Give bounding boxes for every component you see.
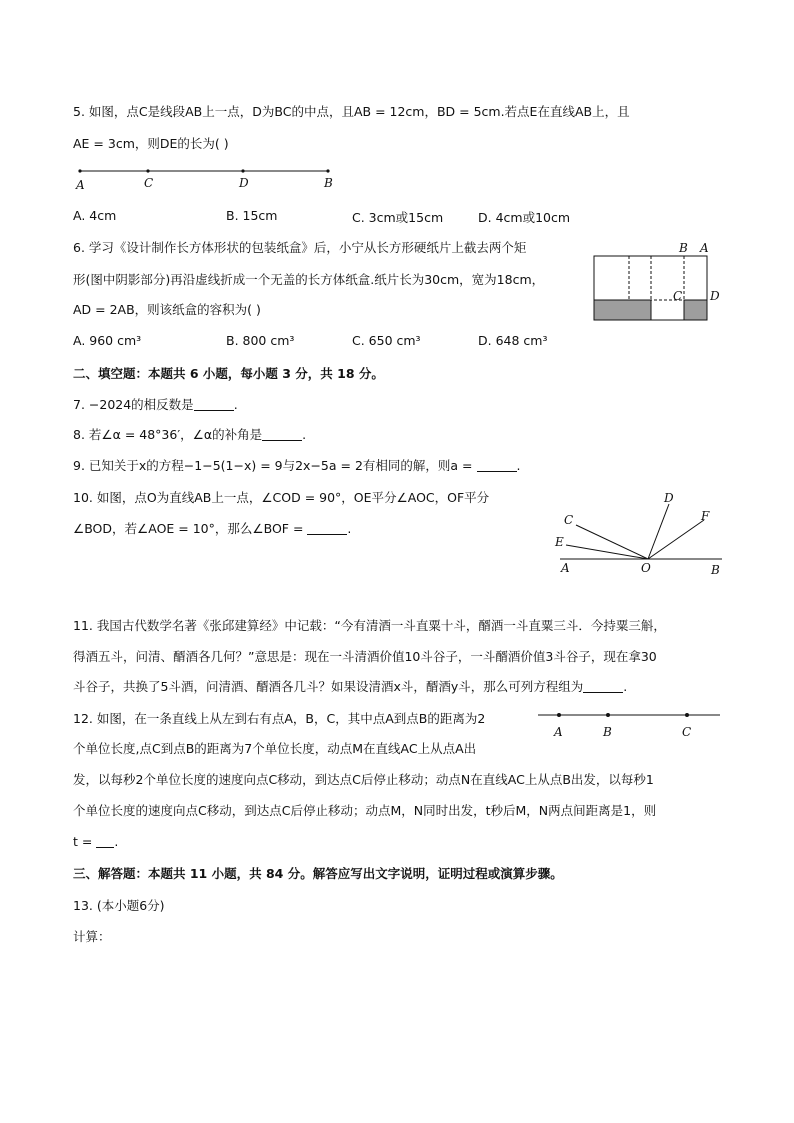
q5-option-b: B. 15cm (226, 208, 278, 223)
q5-segment-figure (70, 160, 350, 194)
q7-end: . (233, 397, 238, 412)
q12-line3: 发，以每秒2个单位长度的速度向点C移动，到达点C后停止移动；动点N在直线AC上从点B出发，以每秒1 (73, 772, 654, 787)
q5-option-a: A. 4cm (73, 208, 117, 223)
q8-answer-blank (262, 428, 302, 441)
q6-box-figure (588, 238, 728, 326)
q9-answer-blank (477, 459, 517, 472)
q6-option-c: C. 650 cm³ (352, 333, 421, 348)
q5-options (73, 208, 573, 224)
q5-label-a: A (76, 178, 85, 192)
q10-line1: 10. 如图，点O为直线AB上一点，∠COD = 90°，OE平分∠AOC，OF平分 (73, 490, 490, 505)
q12-label-a: A (554, 725, 563, 739)
q8-end: . (302, 427, 307, 442)
q10-label-a: A (561, 561, 570, 575)
q6-line3: AD = 2AB，则该纸盒的容积为( ) (73, 302, 261, 317)
q5-label-c: C (144, 176, 154, 190)
q10-label-e: E (555, 535, 564, 549)
q11-line3: 斗谷子，共换了5斗酒，问清酒、醑酒各几斗？如果设清酒x斗，醑酒y斗，那么可列方程组为 (73, 679, 584, 694)
q11-line2: 得酒五斗，问清、醑酒各几何？”意思是：现在一斗清酒价值10斗谷子，一斗醑酒价值3斗谷子，现在拿30 (73, 649, 657, 664)
q12-line2: 个单位长度,点C到点B的距离为7个单位长度，动点M在直线AC上从点A出 (73, 741, 477, 756)
q6-label-d: D (710, 289, 720, 303)
q13-title: 13. (本小题6分) (73, 898, 165, 913)
q5-option-c: C. 3cm或15cm (352, 210, 444, 225)
q6-line2: 形(图中阴影部分)再沿虚线折成一个无盖的长方体纸盒.纸片长为30cm，宽为18cm， (73, 272, 545, 287)
q7-answer-blank (194, 398, 234, 411)
q12-answer-blank (96, 835, 114, 848)
q10-label-b: B (711, 563, 720, 577)
q13-prompt: 计算： (73, 929, 111, 944)
q11-line1: 11. 我国古代数学名著《张邱建算经》中记载：“今有清酒一斗直粟十斗，醑酒一斗直粟三斗．今持粟三斛， (73, 618, 666, 633)
q9-end: . (516, 458, 521, 473)
section-2-heading: 二、填空题：本题共 6 小题，每小题 3 分，共 18 分。 (73, 366, 384, 381)
q7-text: 7. −2024的相反数是 (73, 397, 194, 412)
q10-label-f: F (701, 509, 710, 523)
q12-label-b: B (603, 725, 612, 739)
q11-end: . (623, 679, 628, 694)
q10-line2-wrap (73, 521, 351, 537)
section-3-heading: 三、解答题：本题共 11 小题，共 84 分。解答应写出文字说明，证明过程或演算步骤。 (73, 866, 563, 881)
q9 (73, 458, 520, 474)
q11-line3-wrap (73, 679, 627, 695)
q12-line1: 12. 如图，在一条直线上从左到右有点A，B，C，其中点A到点B的距离为2 (73, 711, 486, 726)
q5-line2: AE = 3cm，则DE的长为( ) (73, 136, 229, 151)
q12-end: . (114, 834, 119, 849)
q5-option-d: D. 4cm或10cm (478, 210, 571, 225)
q5-line1: 5. 如图，点C是线段AB上一点，D为BC的中点，且AB = 12cm，BD = 5cm.若点E在直线AB上，且 (73, 104, 630, 119)
q6-label-c: C (673, 289, 683, 303)
q6-options (73, 333, 573, 349)
q10-label-c: C (564, 513, 574, 527)
q12-line5-wrap (73, 834, 118, 850)
q5-label-d: D (239, 176, 249, 190)
q7 (73, 397, 238, 413)
q10-end: . (347, 521, 352, 536)
q6-label-a: A (700, 241, 709, 255)
q6-option-d: D. 648 cm³ (478, 333, 548, 348)
q10-answer-blank (307, 522, 347, 535)
q5-label-b: B (324, 176, 333, 190)
q10-label-o: O (641, 561, 651, 575)
q6-line1: 6. 学习《设计制作长方体形状的包装纸盒》后，小宁从长方形硬纸片上截去两个矩 (73, 240, 527, 255)
q10-label-d: D (664, 491, 674, 505)
q10-line2: ∠BOD，若∠AOE = 10°，那么∠BOF = (73, 521, 308, 536)
q8-text: 8. 若∠α = 48°36′，∠α的补角是 (73, 427, 263, 442)
q6-label-b: B (679, 241, 688, 255)
q12-label-c: C (682, 725, 692, 739)
q11-answer-blank (583, 680, 623, 693)
q12-number-line-figure (532, 704, 726, 744)
q6-option-a: A. 960 cm³ (73, 333, 142, 348)
q9-text: 9. 已知关于x的方程−1−5(1−x) = 9与2x−5a = 2有相同的解，则a = (73, 458, 477, 473)
q6-option-b: B. 800 cm³ (226, 333, 295, 348)
q12-line4: 个单位长度的速度向点C移动，到达点C后停止移动；动点M，N同时出发，t秒后M，N两点间距离是1，则 (73, 803, 657, 818)
q12-line5: t = (73, 834, 97, 849)
q10-angle-figure (552, 488, 732, 580)
q8 (73, 427, 306, 443)
